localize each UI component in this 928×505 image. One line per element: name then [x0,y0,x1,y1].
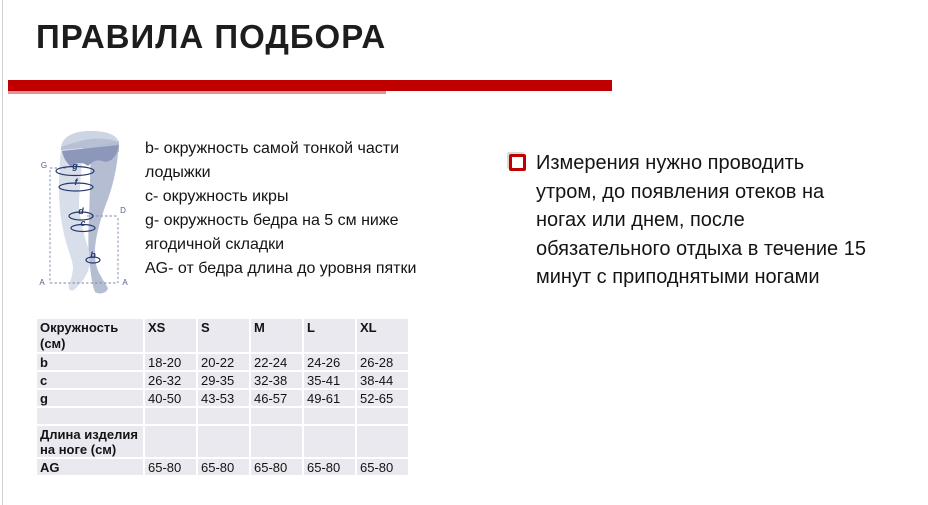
size-table-row [37,372,408,388]
label-A-left: A [39,278,45,287]
size-table-cell: 52-65 [357,390,408,406]
slide-left-border [2,0,3,505]
size-table-cell [145,426,196,457]
note-text [536,149,866,292]
size-table-header-cell: S [198,319,249,352]
leg-measurement-diagram-image [35,118,147,298]
note-line: утром, до появления отеков на [536,180,825,203]
note-line: обязательного отдыха в течение 15 [536,237,866,260]
size-table-row-label [37,408,143,424]
label-D: D [120,206,126,215]
title-divider-thin [8,91,386,94]
svg-text:f: f [74,177,78,187]
size-table-cell: 26-28 [357,354,408,370]
legend-line: AG- от бедра длина до уровня пятки [145,260,417,277]
size-table-row-label: AG [37,459,143,475]
size-table-body [37,354,408,475]
size-table-cell [251,408,302,424]
size-table-cell: 35-41 [304,372,355,388]
size-table-cell: 24-26 [304,354,355,370]
svg-text:d: d [78,206,84,216]
measurement-note [509,149,909,292]
measurement-legend [145,137,447,281]
size-table-header-row [37,319,408,352]
size-table-cell: 49-61 [304,390,355,406]
size-table-cell: 65-80 [145,459,196,475]
size-table-row [37,459,408,475]
size-table-row [37,390,408,406]
size-table-header-cell: M [251,319,302,352]
size-table-header-cell: XL [357,319,408,352]
size-table-cell: 22-24 [251,354,302,370]
size-table-row-label: g [37,390,143,406]
size-table-cell: 40-50 [145,390,196,406]
legend-line: g- окружность бедра на 5 см ниже ягодичной складки [145,212,399,253]
size-table-cell [304,408,355,424]
size-table-row [37,426,408,457]
size-table-cell [357,408,408,424]
size-table-cell: 65-80 [304,459,355,475]
size-table [35,317,410,477]
size-table-row [37,354,408,370]
size-table-cell: 43-53 [198,390,249,406]
svg-text:g: g [72,161,78,171]
note-line: минут с приподнятыми ногами [536,266,820,288]
size-table-cell [145,408,196,424]
size-table-header-cell: L [304,319,355,352]
size-table-cell [198,426,249,457]
size-table-cell: 65-80 [251,459,302,475]
size-table-cell [304,426,355,457]
size-table-cell: 32-38 [251,372,302,388]
size-table-cell: 65-80 [357,459,408,475]
size-table-header-cell: XS [145,319,196,352]
size-table-cell: 26-32 [145,372,196,388]
label-G: G [40,161,48,170]
title-divider-thick [8,80,612,91]
size-table-cell [251,426,302,457]
size-table-cell: 46-57 [251,390,302,406]
size-table-row-label: b [37,354,143,370]
size-table-cell [198,408,249,424]
size-table-cell: 18-20 [145,354,196,370]
size-table-header-cell: Окружность (см) [37,319,143,352]
size-table-row [37,408,408,424]
svg-text:b: b [90,250,96,260]
svg-text:c: c [80,218,86,228]
size-table-cell: 29-35 [198,372,249,388]
size-table-row-label: c [37,372,143,388]
note-line: Измерения нужно проводить [536,152,805,174]
size-table-cell: 65-80 [198,459,249,475]
label-A-right: A [122,278,128,287]
page-title: ПРАВИЛА ПОДБОРА [36,18,387,55]
size-table-cell: 20-22 [198,354,249,370]
legend-line: c- окружность икры [145,188,289,205]
size-table-cell: 38-44 [357,372,408,388]
size-table-cell [357,426,408,457]
note-line: ногах или днем, после [536,209,745,231]
legend-line: b- окружность самой тонкой части лодыжки [145,140,400,181]
size-table-row-label: Длина изделия на ноге (см) [37,426,143,457]
checkbox-bullet-icon [509,154,526,171]
